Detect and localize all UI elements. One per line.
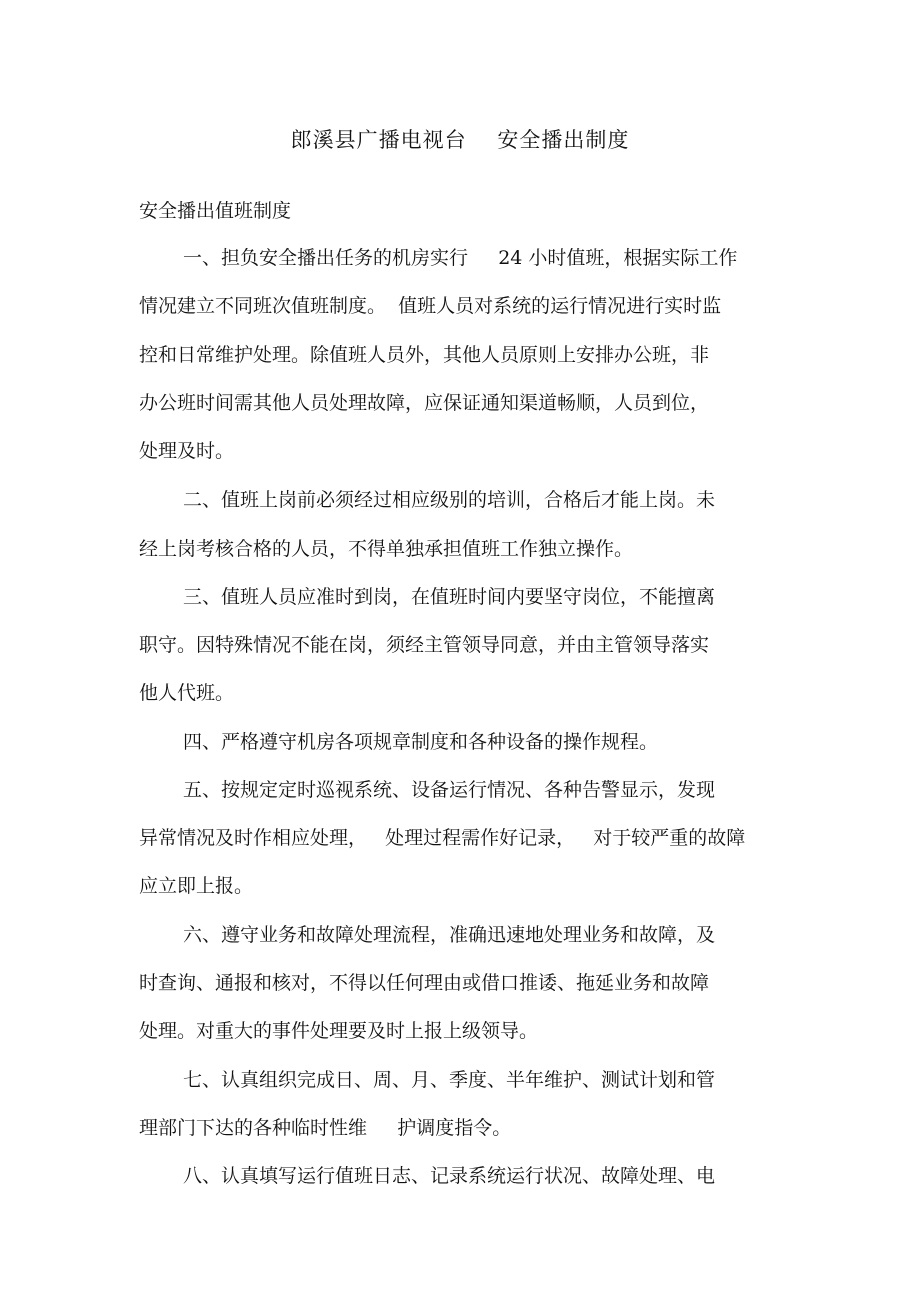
paragraph-line: 情况建立不同班次值班制度。 值班人员对系统的运行情况进行实时监 — [139, 295, 722, 317]
paragraph-line: 四、严格遵守机房各项规章制度和各种设备的操作规程。 — [183, 731, 659, 753]
section-heading: 安全播出值班制度 — [139, 200, 292, 222]
paragraph-line: 经上岗考核合格的人员，不得单独承担值班工作独立操作。 — [139, 538, 634, 560]
document-title: 郎溪县广播电视台 安全播出制度 — [290, 128, 630, 152]
paragraph-line: 处理。对重大的事件处理要及时上报上级领导。 — [139, 1020, 539, 1042]
paragraph-line: 八、认真填写运行值班日志、记录系统运行状况、故障处理、电 — [183, 1165, 716, 1187]
paragraph-line: 处理及时。 — [139, 440, 235, 462]
paragraph-line: 控和日常维护处理。除值班人员外，其他人员原则上安排办公班，非 — [139, 344, 710, 366]
paragraph-line: 时查询、通报和核对，不得以任何理由或借口推诿、拖延业务和故障 — [139, 972, 710, 994]
paragraph-line: 异常情况及时作相应处理， 处理过程需作好记录， 对于较严重的故障 — [139, 827, 746, 849]
paragraph-line: 七、认真组织完成日、周、月、季度、半年维护、测试计划和管 — [183, 1069, 716, 1091]
paragraph-line: 五、按规定定时巡视系统、设备运行情况、各种告警显示，发现 — [183, 779, 716, 801]
paragraph-line: 六、遵守业务和故障处理流程，准确迅速地处理业务和故障，及 — [183, 924, 716, 946]
paragraph-line: 一、担负安全播出任务的机房实行 24 小时值班，根据实际工作 — [183, 247, 738, 269]
paragraph-line: 办公班时间需其他人员处理故障，应保证通知渠道畅顺，人员到位， — [139, 392, 710, 414]
paragraph-line: 理部门下达的各种临时性维 护调度指令。 — [139, 1117, 512, 1139]
paragraph-line: 应立即上报。 — [139, 875, 254, 897]
paragraph-line: 他人代班。 — [139, 682, 235, 704]
paragraph-line: 职守。因特殊情况不能在岗，须经主管领导同意，并由主管领导落实 — [139, 634, 710, 656]
paragraph-line: 三、值班人员应准时到岗，在值班时间内要坚守岗位，不能擅离 — [183, 586, 716, 608]
paragraph-line: 二、值班上岗前必须经过相应级别的培训，合格后才能上岗。未 — [183, 489, 716, 511]
